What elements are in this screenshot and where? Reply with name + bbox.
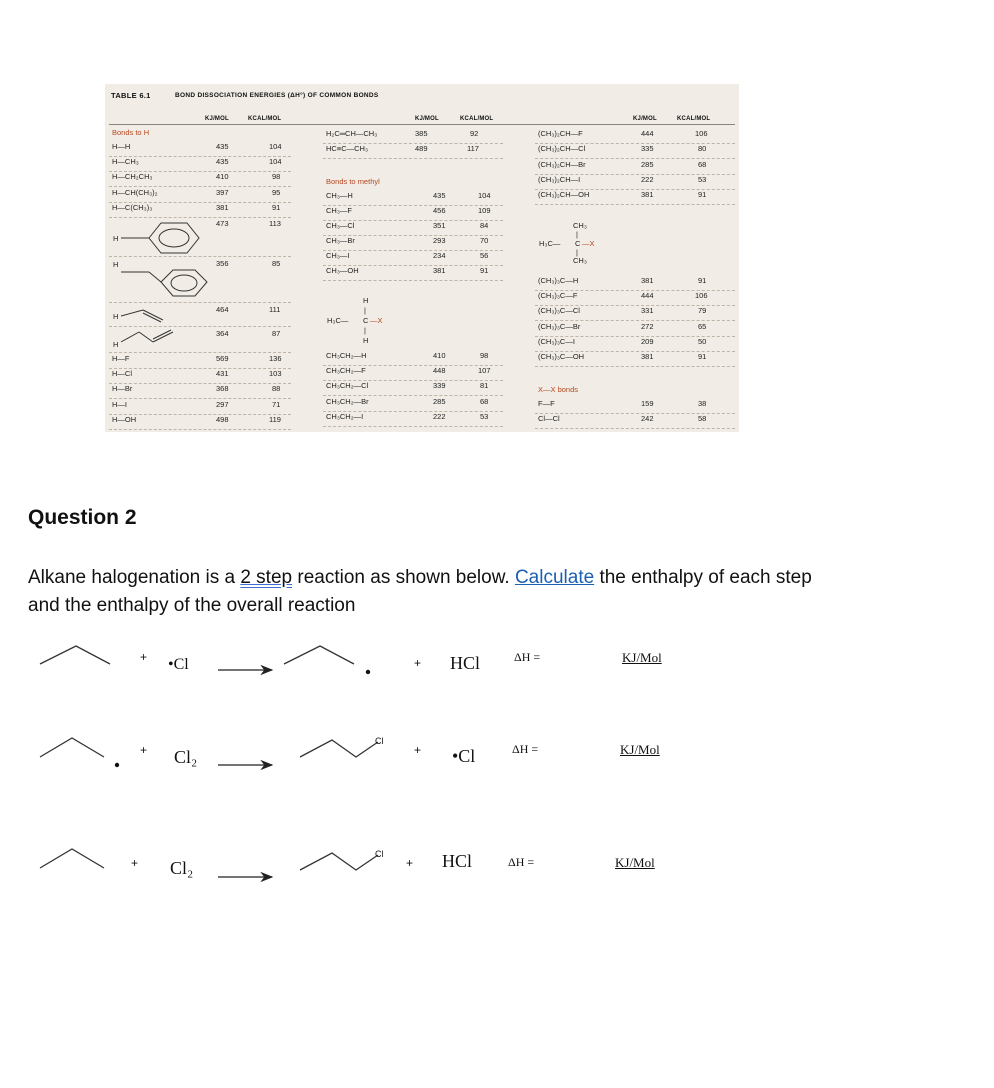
table-row: H—CH₃ 435 104 (109, 156, 291, 172)
table-row: CH₃CH₂—I 222 53 (323, 411, 503, 427)
col-header-kj-3: KJ/MOL (633, 116, 657, 122)
two-step-link[interactable]: 2 step (240, 567, 293, 588)
chloropropane-skeleton-1 (300, 740, 378, 757)
table-row: (CH₃)₃C—Br 272 65 (535, 321, 735, 337)
col-header-kcal-1: KCAL/MOL (248, 116, 282, 122)
vinyl-kcal: 111 (269, 305, 281, 314)
benzene-kj: 473 (216, 219, 229, 228)
table-row: CH₃—F 456 109 (323, 205, 503, 221)
col-header-kj-2: KJ/MOL (415, 116, 439, 122)
table-row: CH₃CH₂—Br 285 68 (323, 396, 503, 412)
plus-sign: + (140, 650, 148, 664)
table-row: HC≡C—CH₃ 489 117 (323, 143, 503, 159)
delta-h-label: ΔH = (514, 650, 541, 664)
col-header-kcal-2: KCAL/MOL (460, 116, 494, 122)
table-row: H—H 435 104 (109, 141, 291, 157)
table-row: (CH₃)₃C—H 381 91 (535, 275, 735, 291)
vinyl-kj: 464 (216, 305, 229, 314)
section-title-bonds-to-methyl: Bonds to methyl (326, 177, 380, 186)
question-heading: Question 2 (28, 506, 137, 529)
propyl-radical-skeleton-2 (40, 738, 104, 757)
benzyl-kj: 356 (216, 259, 229, 268)
table-row: H—CH(CH₃)₂ 397 95 (109, 187, 291, 203)
table-row: CH₃—OH 381 91 (323, 265, 503, 281)
table-row: (CH₃)₂CH—F 444 106 (535, 128, 735, 144)
table-row: (CH₃)₂CH—Br 285 68 (535, 159, 735, 175)
delta-h-label: ΔH = (512, 742, 539, 756)
reagent-cl-radical: •Cl (168, 656, 189, 673)
table-row: (CH₃)₂CH—I 222 53 (535, 174, 735, 190)
table-row: (CH₃)₃C—F 444 106 (535, 290, 735, 306)
table-row: (CH₃)₂CH—Cl 335 80 (535, 143, 735, 159)
table-row: H₂C═CH—CH₃ 385 92 (323, 128, 503, 144)
table-row: H—Cl 431 103 (109, 368, 291, 384)
radical-dot-1 (366, 670, 370, 674)
reagent-cl2: Cl₂ (170, 858, 194, 878)
table-row: H—OH 498 119 (109, 414, 291, 430)
plus-sign: + (131, 856, 139, 870)
radical-dot-2 (115, 763, 119, 767)
table-row: H—C(CH₃)₃ 381 91 (109, 202, 291, 218)
allyl-kj: 364 (216, 329, 229, 338)
table-row: H—I 297 71 (109, 399, 291, 415)
plus-sign: + (414, 656, 422, 670)
table-row: (CH₃)₂CH—OH 381 91 (535, 189, 735, 205)
reagent-cl2: Cl₂ (174, 747, 198, 767)
plus-sign: + (140, 743, 148, 757)
methyl-x-structure: H | H₃C— C —X | H (327, 296, 383, 345)
section-title-bonds-to-h: Bonds to H (112, 128, 150, 137)
tert-butyl-x-structure: CH₃ | H₃C— C —X | CH₃ (539, 221, 595, 265)
table-row: H—Br 368 88 (109, 383, 291, 399)
table-row: H—CH₂CH₃ 410 98 (109, 171, 291, 187)
benzene-kcal: 113 (269, 219, 281, 228)
product-hcl: HCl (442, 851, 473, 871)
table-row: Cl—Cl 242 58 (535, 413, 735, 429)
allyl-h-label: H (113, 340, 119, 349)
table-row: CH₃—Br 293 70 (323, 235, 503, 251)
unit-kj-mol: KJ/Mol (622, 650, 662, 665)
section-title-x-x-bonds: X—X bonds (538, 385, 579, 394)
question-text-line2: and the enthalpy of the overall reaction (28, 595, 356, 616)
table-row: CH₃—Cl 351 84 (323, 220, 503, 236)
unit-kj-mol: KJ/Mol (615, 855, 655, 870)
table-row: (CH₃)₃C—I 209 50 (535, 336, 735, 352)
propyl-radical-skeleton (284, 646, 354, 664)
table-row: CH₃CH₂—F 448 107 (323, 365, 503, 381)
benzyl-h-label: H (113, 260, 119, 269)
table-title: BOND DISSOCIATION ENERGIES (ΔH°) OF COMMON BONDS (175, 92, 379, 99)
plus-sign: + (414, 743, 422, 757)
benzyl-kcal: 85 (272, 259, 281, 268)
allyl-kcal: 87 (272, 329, 281, 338)
table-row: (CH₃)₃C—OH 381 91 (535, 351, 735, 367)
col-header-kcal-3: KCAL/MOL (677, 116, 711, 122)
table-row: CH₃—I 234 56 (323, 250, 503, 266)
chlorine-label: Cl (375, 736, 384, 746)
product-hcl: HCl (450, 653, 481, 673)
table-row: (CH₃)₃C—Cl 331 79 (535, 305, 735, 321)
unit-kj-mol: KJ/Mol (620, 742, 660, 757)
table-row: CH₃CH₂—H 410 98 (323, 350, 503, 366)
plus-sign: + (406, 856, 414, 870)
table-row: H—F 569 136 (109, 353, 291, 369)
chlorine-label: Cl (375, 849, 384, 859)
delta-h-label: ΔH = (508, 855, 535, 869)
product-cl-radical: •Cl (452, 746, 476, 766)
propane-skeleton-1 (40, 646, 110, 664)
table-label: TABLE 6.1 (111, 91, 151, 100)
chloropropane-skeleton-2 (300, 853, 378, 870)
table-row: CH₃—H 435 104 (323, 190, 503, 206)
calculate-link[interactable]: Calculate (514, 567, 595, 588)
table-row: CH₃CH₂—Cl 339 81 (323, 380, 503, 396)
question-text-line1: Alkane halogenation is a 2 step reaction as shown below. Calculate the enthalpy of each step (28, 567, 812, 588)
vinyl-h-label: H (113, 312, 119, 321)
benzene-h-label: H (113, 234, 119, 243)
propane-skeleton-3 (40, 849, 104, 868)
table-row: F—F 159 38 (535, 398, 735, 414)
col-header-kj-1: KJ/MOL (205, 116, 229, 122)
